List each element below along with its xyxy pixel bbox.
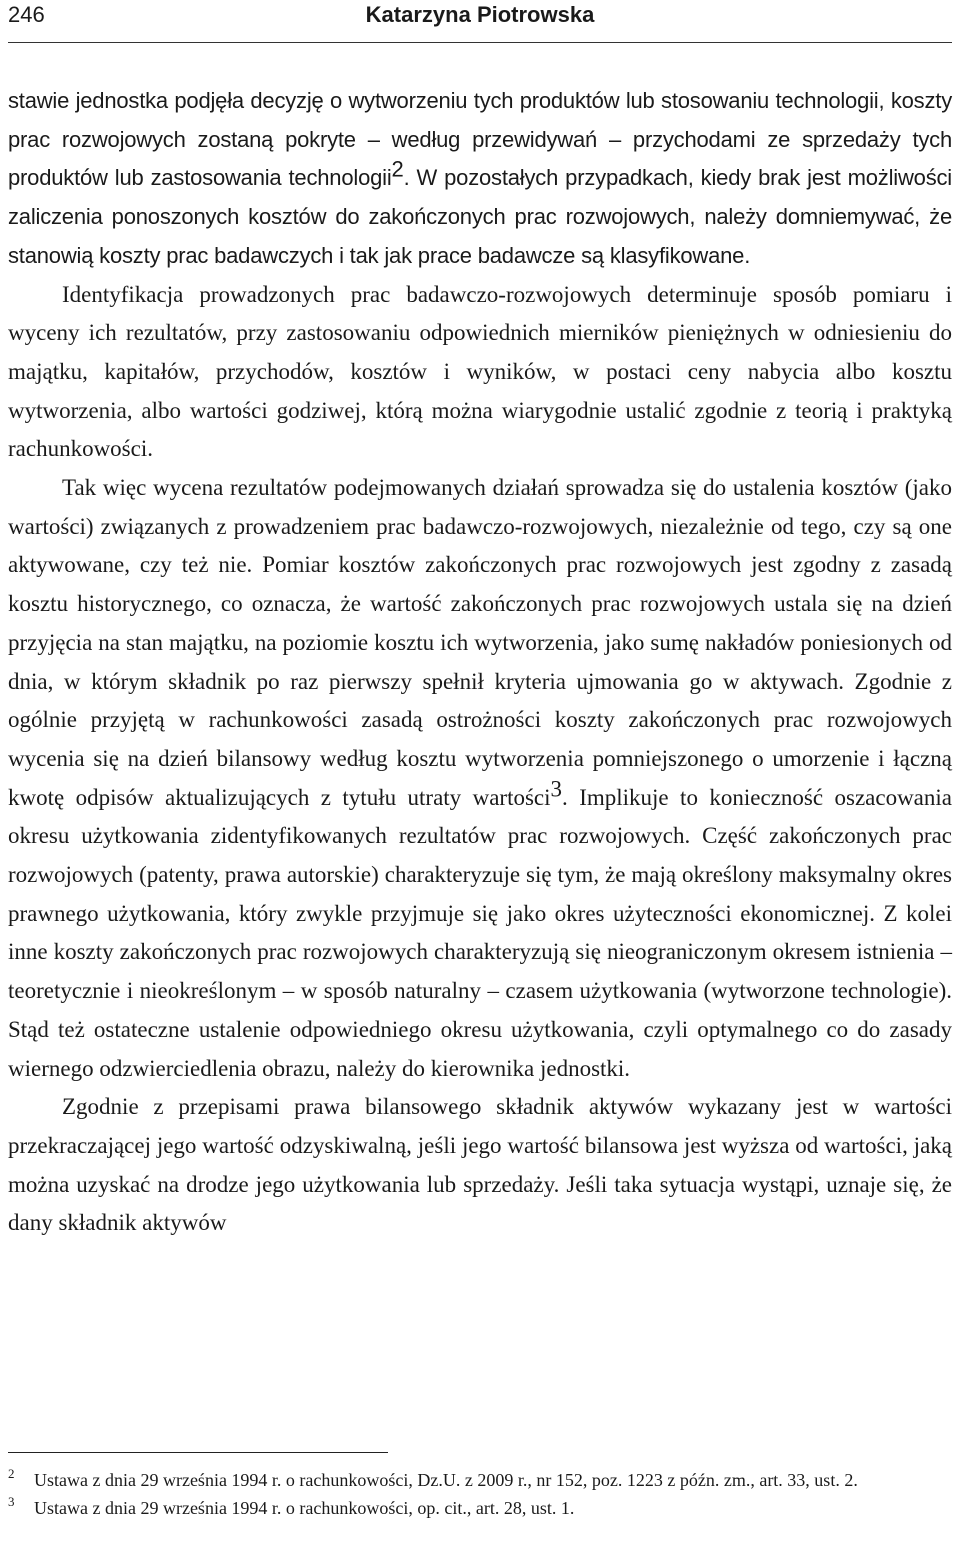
paragraph-text: Tak więc wycena rezultatów podejmowanych działań sprowadza się do ustalenia kosztów (jako wartości) związanych z prowadzeniem prac badawczo-rozwojowych, niezależnie od tego, czy są one aktywowane, czy też nie. Pomiar kosztów zakończonych prac rozwojowych jest zgodny z zasadą kosztu historycznego, co oznacza, że wartość zakończonych prac rozwojowych ustala się na dzień przyjęcia na stan majątku, na poziomie kosztu ich wytworzenia, jako sumę nakładów poniesionych od dnia, w którym składnik po raz pierwszy spełnił kryteria ujmowania go w aktywach. Zgodnie z ogólnie przyjętą w rachunkowości zasadą ostrożności koszty zakończonych prac rozwojowych wycenia się na dzień bilansowy według kosztu wytworzenia pomniejszonego o umorzenie i łączną kwotę odpisów aktualizujących z tytułu utraty wartości: [8, 475, 952, 810]
footnotes: [8, 1468, 952, 1524]
page-number: 246: [8, 2, 45, 27]
footnote-reference: 2: [391, 156, 404, 182]
paragraph-text: . Implikuje to konieczność oszacowania okresu użytkowania zidentyfikowanych rezultatów prac rozwojowych. Część zakończonych prac rozwojowych (patenty, prawa autorskie) charakteryzuje się tym, że mają określony maksymalny okres prawnego użytkowania, który zwykle przyjmuje się jako okres użyteczności ekonomicznej. Z kolei inne koszty zakończonych prac rozwojowych charakteryzują się nieograniczonym okresem istnienia – teoretycznie i nieokreślonym – w sposób naturalny – czasem użytkowania (wytworzone technologie). Stąd też ostateczne ustalenie odpowiedniego okresu użytkowania, czyli optymalnego co do zasady wiernego odzwierciedlenia obrazu, należy do kierownika jednostki.: [8, 784, 952, 1081]
footnote-reference: 3: [550, 776, 563, 802]
paragraph-text: Zgodnie z przepisami prawa bilansowego składnik aktywów wykazany jest w wartości przekraczającej jego wartość odzyskiwalną, jeśli jego wartość bilansowa jest wyższa od wartości, jaką można uzyskać na drodze jego użytkowania lub sprzedaży. Jeśli taka sytuacja wystąpi, uznaje się, że dany składnik aktywów: [8, 1094, 952, 1236]
paragraph-balance-law: [8, 1088, 952, 1243]
footnote-text: Ustawa z dnia 29 września 1994 r. o rachunkowości, op. cit., art. 28, ust. 1.: [34, 1498, 575, 1518]
paragraph-text: stawie jednostka podjęła decyzję o wytworzeniu tych produktów lub stosowaniu technologii, koszty prac rozwojowych zostaną pokryte – według przewidywań – przychodami ze sprzedaży tych produktów lub zastosowania technologii: [8, 88, 952, 191]
paragraph-identification: [8, 276, 952, 470]
footnote-text: Ustawa z dnia 29 września 1994 r. o rachunkowości, Dz.U. z 2009 r., nr 152, poz. 1223 z późn. zm., art. 33, ust. 2.: [34, 1470, 858, 1490]
footnote: [8, 1468, 952, 1492]
paragraph-text: . W pozostałych przypadkach, kiedy brak jest możliwości zaliczenia ponoszonych kosztów do zakończonych prac rozwojowych, należy domniemywać, że stanowią koszty prac badawczych i tak jak prace badawcze są klasyfikowane.: [8, 165, 952, 268]
header-rule: [8, 42, 952, 43]
footnote-mark: 2: [8, 1466, 15, 1481]
footnote: [8, 1496, 952, 1520]
footnote-mark: 3: [8, 1494, 15, 1509]
running-title: Katarzyna Piotrowska: [365, 2, 595, 27]
paragraph-continuation: [8, 82, 952, 276]
page-header: [8, 0, 952, 36]
paragraph-valuation: [8, 469, 952, 1088]
paragraph-text: Identyfikacja prowadzonych prac badawczo-rozwojowych determinuje sposób pomiaru i wyceny ich rezultatów, przy zastosowaniu odpowiednich mierników pieniężnych w odniesieniu do majątku, kapitałów, przychodów, kosztów i wyników, w postaci ceny nabycia albo kosztu wytworzenia, albo wartości godziwej, którą można wiarygodnie ustalić zgodnie z teorią i praktyką rachunkowości.: [8, 281, 952, 462]
body-text: [8, 82, 952, 1243]
footnote-rule: [8, 1452, 388, 1453]
